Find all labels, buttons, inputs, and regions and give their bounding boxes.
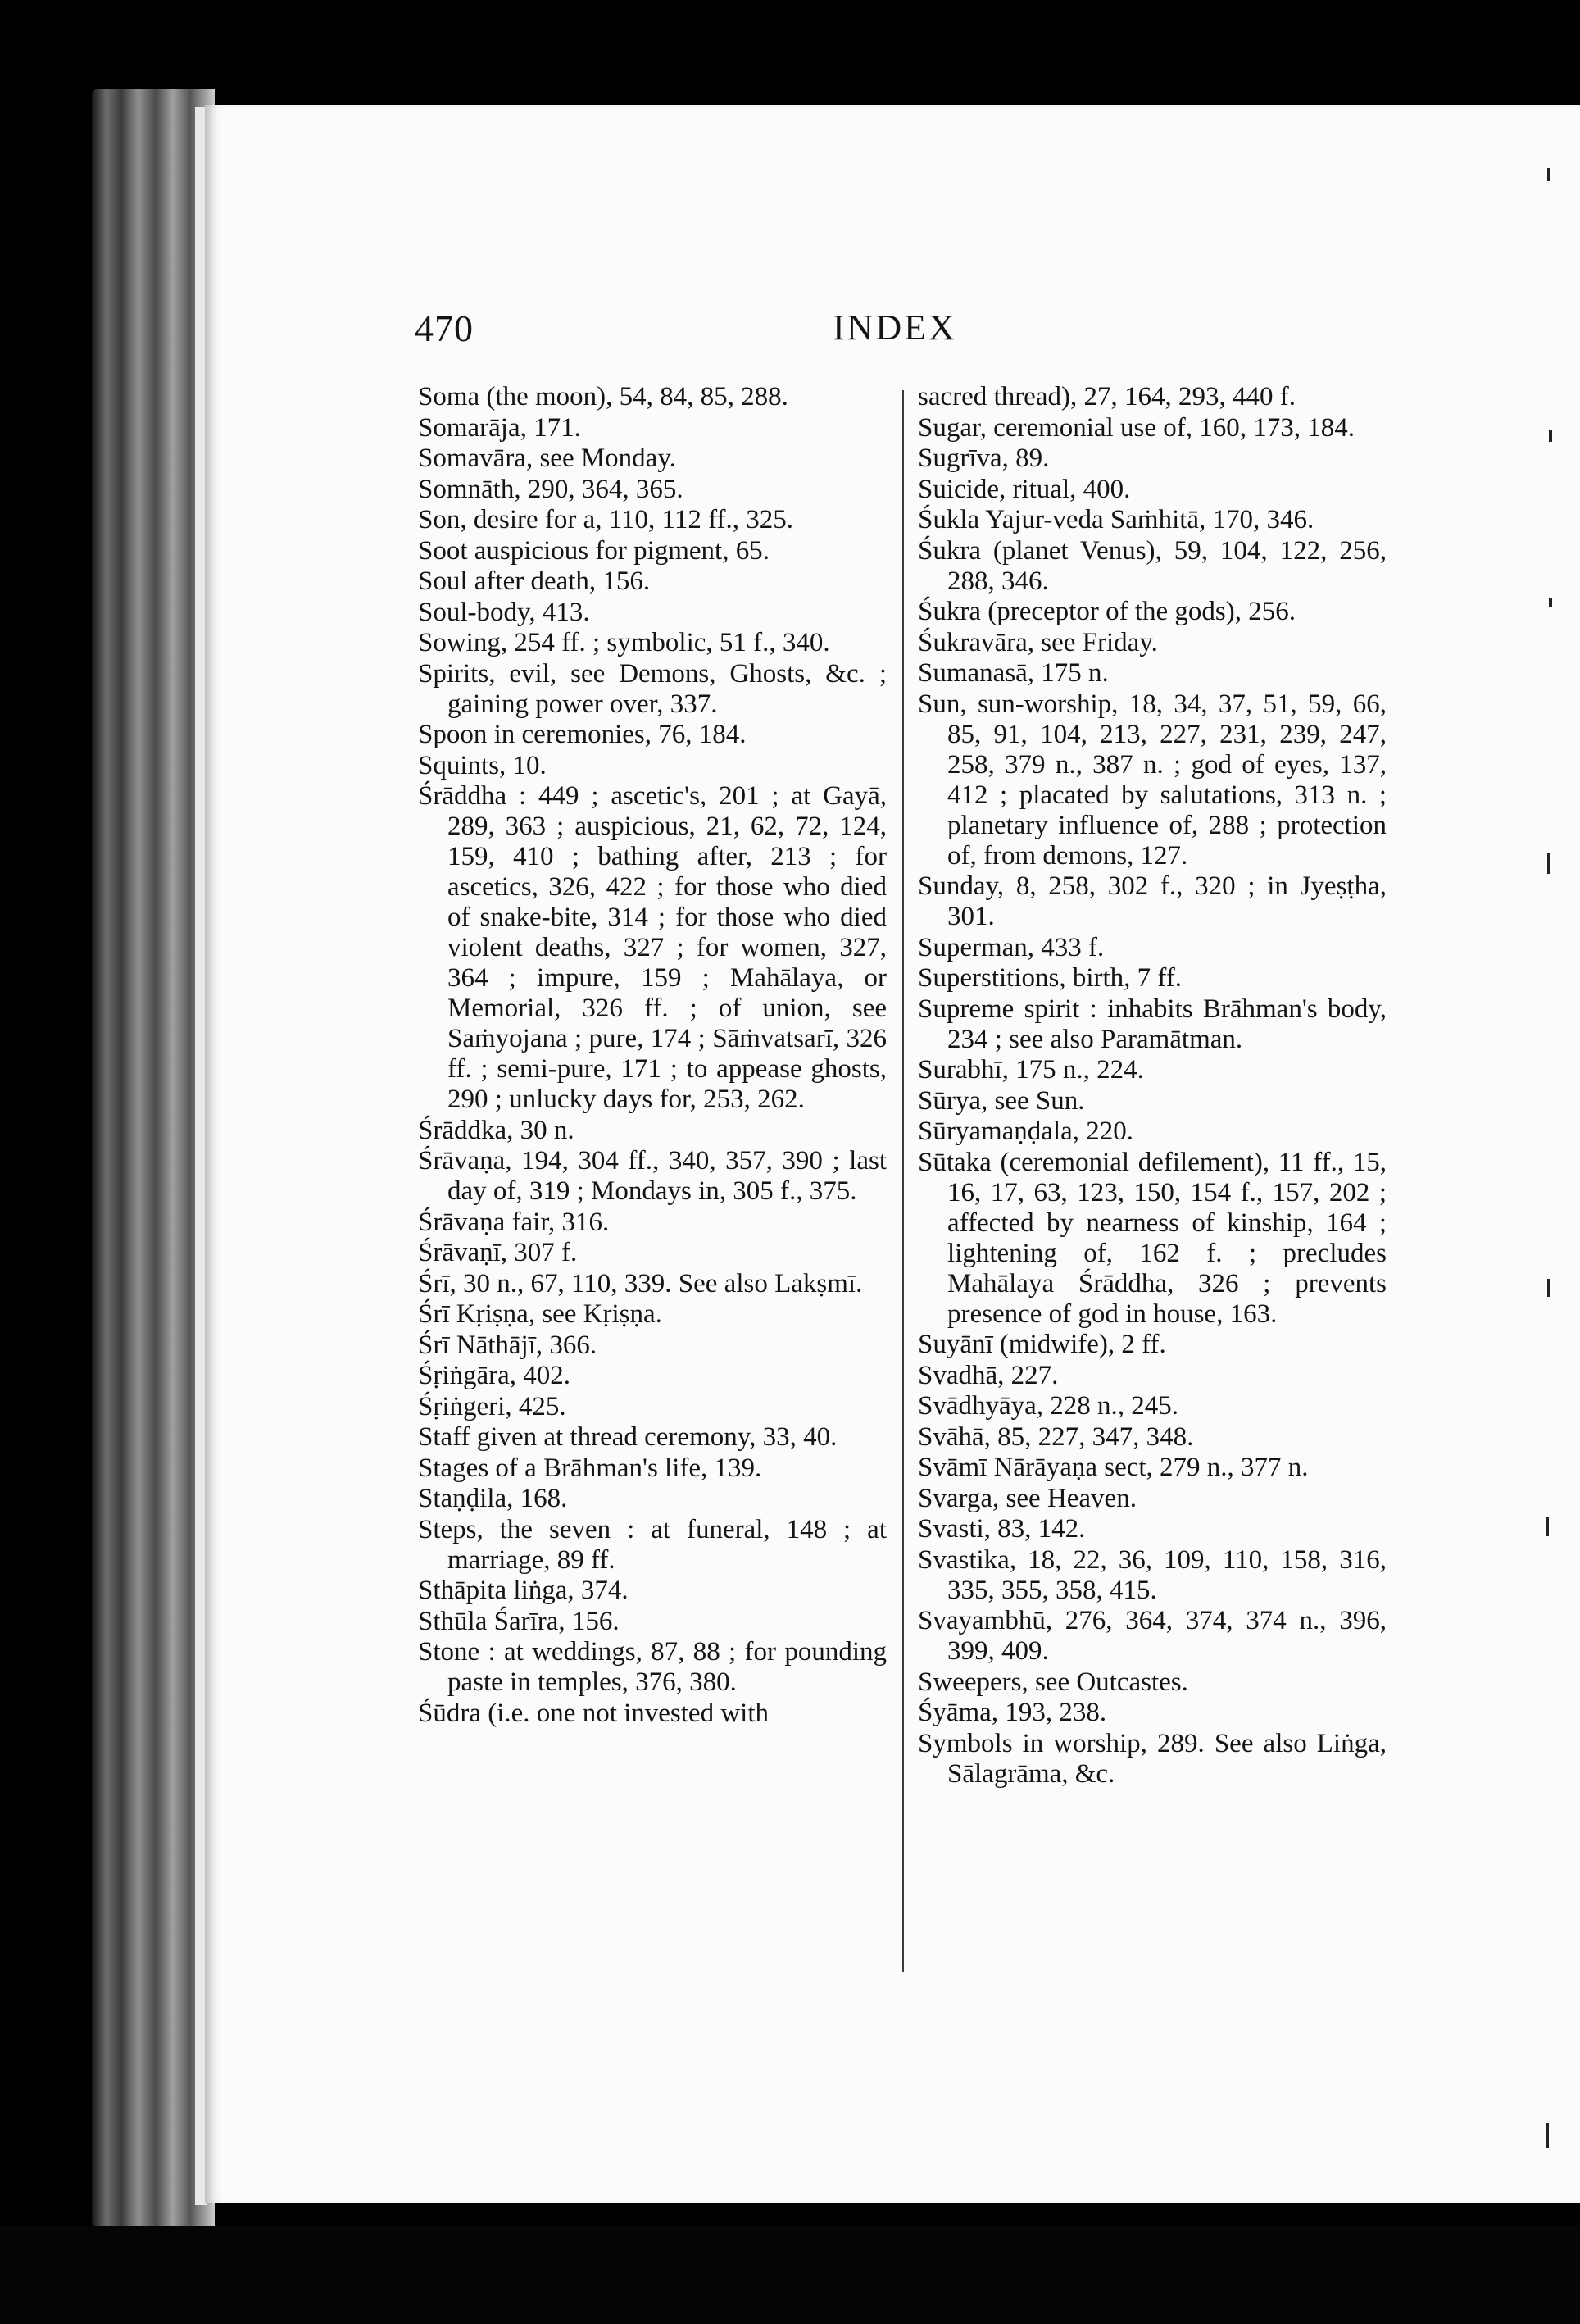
index-entry: Śrāvaṇa, 194, 304 ff., 340, 357, 390 ; last day of, 319 ; Mondays in, 305 f., 375. bbox=[418, 1146, 887, 1206]
index-entry: Śrāddka, 30 n. bbox=[418, 1115, 574, 1145]
index-entry: Śukra (preceptor of the gods), 256. bbox=[918, 597, 1296, 626]
index-entry: Staff given at thread ceremony, 33, 40. bbox=[418, 1422, 838, 1452]
index-entry: Svayambhū, 276, 364, 374, 374 n., 396, 399, 409. bbox=[918, 1606, 1387, 1666]
index-entry: Svādhyāya, 228 n., 245. bbox=[918, 1391, 1179, 1421]
index-entry: Superman, 433 f. bbox=[918, 932, 1105, 962]
index-entry: Spirits, evil, see Demons, Ghosts, &c. ; gaining power over, 337. bbox=[418, 658, 887, 719]
index-entry: Śrī, 30 n., 67, 110, 339. See also Lakṣmī. bbox=[418, 1268, 863, 1298]
index-entry: Sugrīva, 89. bbox=[918, 443, 1050, 473]
index-entry: Sūrya, see Sun. bbox=[918, 1085, 1085, 1116]
index-entry: Sthāpita liṅga, 374. bbox=[418, 1576, 629, 1605]
index-entry: Soul-body, 413. bbox=[418, 597, 590, 627]
index-entry: Suyānī (midwife), 2 ff. bbox=[918, 1330, 1166, 1359]
margin-speck bbox=[1549, 598, 1552, 607]
page-number: 470 bbox=[415, 307, 474, 349]
index-entry: Sumanasā, 175 n. bbox=[918, 658, 1109, 688]
index-entry: Śrāvaṇī, 307 f. bbox=[418, 1238, 578, 1267]
index-entry: Suicide, ritual, 400. bbox=[918, 474, 1131, 504]
index-entry: Śṛiṅgeri, 425. bbox=[418, 1391, 566, 1421]
index-entry: Squints, 10. bbox=[418, 750, 547, 780]
index-entry: Śrāvaṇa fair, 316. bbox=[418, 1207, 610, 1237]
index-entry: Symbols in worship, 289. See also Liṅga, Sālagrāma, &c. bbox=[918, 1728, 1387, 1789]
index-entry: Śūdra (i.e. one not invested with bbox=[418, 1698, 770, 1728]
index-entry: Svāmī Nārāyaṇa sect, 279 n., 377 n. bbox=[918, 1453, 1309, 1482]
index-entry: Svasti, 83, 142. bbox=[918, 1514, 1086, 1544]
index-column-left bbox=[418, 382, 887, 1729]
bottom-shadow bbox=[0, 2226, 1580, 2324]
index-entry: Supreme spirit : inhabits Brāhman's body, 234 ; see also Paramātman. bbox=[918, 994, 1387, 1054]
index-entry: Sunday, 8, 258, 302 f., 320 ; in Jyeṣṭha, 301. bbox=[918, 871, 1387, 931]
index-entry: Śrī Nāthājī, 366. bbox=[418, 1330, 597, 1360]
index-entry: Śukravāra, see Friday. bbox=[918, 627, 1158, 657]
margin-speck bbox=[1546, 2123, 1549, 2148]
index-entry: Śukla Yajur-veda Saṁhitā, 170, 346. bbox=[918, 505, 1314, 534]
column-divider bbox=[902, 390, 904, 1972]
index-entry: Śrī Kṛiṣṇa, see Kṛiṣṇa. bbox=[418, 1299, 662, 1329]
index-entry: Steps, the seven : at funeral, 148 ; at marriage, 89 ff. bbox=[418, 1514, 887, 1575]
margin-speck bbox=[1549, 430, 1552, 442]
index-entry: Surabhī, 175 n., 224. bbox=[918, 1055, 1144, 1085]
index-entry: Śṛiṅgāra, 402. bbox=[418, 1361, 571, 1390]
page-header bbox=[0, 307, 1580, 356]
index-entry: Svarga, see Heaven. bbox=[918, 1483, 1137, 1513]
margin-speck bbox=[1547, 1279, 1550, 1297]
index-entry: Sūryamaṇḍala, 220. bbox=[918, 1117, 1134, 1146]
index-entry: Soul after death, 156. bbox=[418, 566, 651, 596]
index-entry: Sūtaka (ceremonial defilement), 11 ff., 15, 16, 17, 63, 123, 150, 154 f., 157, 202 ; affected by nearness of kinship, 164 ; lightening of, 162 f. ; precludes Mahālaya Śrāddha, 326 ; prevents presence of god in house, 163. bbox=[918, 1147, 1387, 1329]
index-entry: Somarāja, 171. bbox=[418, 412, 581, 443]
index-entry: Soot auspicious for pigment, 65. bbox=[418, 535, 770, 566]
index-entry: Sowing, 254 ff. ; symbolic, 51 f., 340. bbox=[418, 628, 830, 657]
index-entry: Sun, sun-worship, 18, 34, 37, 51, 59, 66, 85, 91, 104, 213, 227, 231, 239, 247, 258, 379 n., 387 n. ; god of eyes, 137, 412 ; placated by salutations, 313 n. ; planetary influence of, 288 ; protection of, from demons, 127. bbox=[918, 689, 1387, 871]
index-entry: Sugar, ceremonial use of, 160, 173, 184. bbox=[918, 412, 1355, 443]
index-entry: Śrāddha : 449 ; ascetic's, 201 ; at Gayā, 289, 363 ; auspicious, 21, 62, 72, 124, 159, 410 ; bathing after, 213 ; for ascetics, 326, 422 ; for those who died of snake-bite, 314 ; for those who died violent deaths, 327 ; for women, 327, 364 ; impure, 159 ; Mahālaya, or Memorial, 326 ff. ; of union, see Saṁyojana ; pure, 174 ; Sāṁvatsarī, 326 ff. ; semi-pure, 171 ; to appease ghosts, 290 ; unlucky days for, 253, 262. bbox=[418, 781, 887, 1114]
index-entry: Svastika, 18, 22, 36, 109, 110, 158, 316, 335, 355, 358, 415. bbox=[918, 1544, 1387, 1605]
index-column-right bbox=[918, 382, 1387, 1790]
page-title: INDEX bbox=[833, 307, 957, 348]
index-entry: Sweepers, see Outcastes. bbox=[918, 1667, 1188, 1697]
index-entry: Śukra (planet Venus), 59, 104, 122, 256, 288, 346. bbox=[918, 535, 1387, 596]
index-entry: Somnāth, 290, 364, 365. bbox=[418, 474, 683, 504]
index-entry: Stages of a Brāhman's life, 139. bbox=[418, 1453, 762, 1483]
index-entry: Spoon in ceremonies, 76, 184. bbox=[418, 720, 747, 749]
margin-speck bbox=[1547, 168, 1550, 181]
margin-speck bbox=[1547, 853, 1550, 874]
index-entry: Svāhā, 85, 227, 347, 348. bbox=[918, 1421, 1194, 1452]
index-entry: Sthūla Śarīra, 156. bbox=[418, 1606, 620, 1636]
index-entry: Somavāra, see Monday. bbox=[418, 443, 676, 473]
index-entry: Staṇḍila, 168. bbox=[418, 1484, 568, 1513]
index-entry: Svadhā, 227. bbox=[918, 1360, 1059, 1390]
index-entry: Son, desire for a, 110, 112 ff., 325. bbox=[418, 505, 793, 534]
index-entry: Śyāma, 193, 238. bbox=[918, 1698, 1107, 1727]
index-entry: Superstitions, birth, 7 ff. bbox=[918, 963, 1183, 993]
index-entry: sacred thread), 27, 164, 293, 440 f. bbox=[918, 382, 1296, 412]
margin-speck bbox=[1546, 1517, 1549, 1536]
index-entry: Stone : at weddings, 87, 88 ; for pounding paste in temples, 376, 380. bbox=[418, 1637, 887, 1697]
index-entry: Soma (the moon), 54, 84, 85, 288. bbox=[418, 382, 788, 412]
